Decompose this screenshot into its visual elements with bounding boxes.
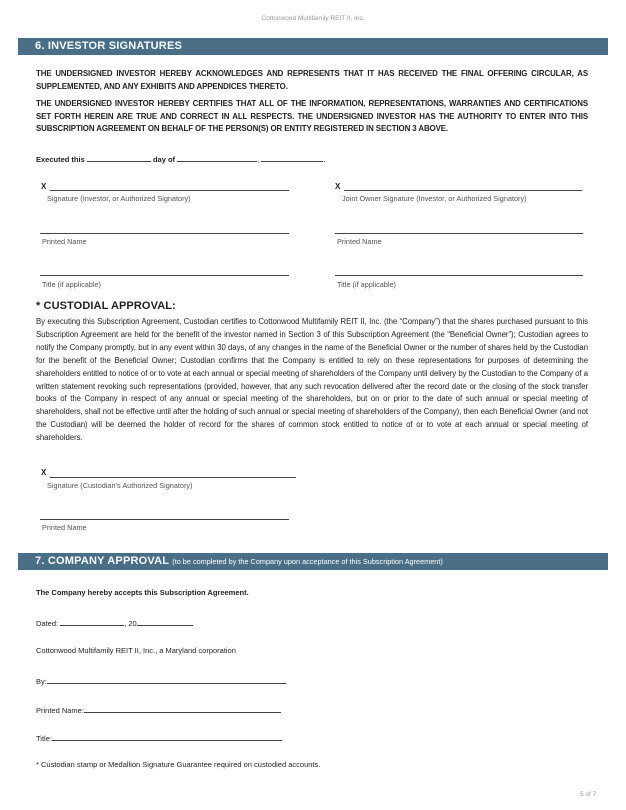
investor-printed-name-caption: Printed Name (42, 237, 87, 246)
section-7-title (35, 555, 443, 567)
joint-printed-name-line[interactable] (335, 233, 583, 234)
certification-paragraph: THE UNDERSIGNED INVESTOR HEREBY CERTIFIES THAT ALL OF THE INFORMATION, REPRESENTATIONS, WARRANTIES AND CERTIFICATIONS SET FORTH HEREIN ARE TRUE AND CORRECT IN ALL RESPECTS. THE UNDERSIGNED INVESTOR HAS THE AUTHORITY TO ENTER INTO THIS SUBSCRIPTION AGREEMENT ON BEHALF OF THE PERSON(S) OR ENTITY REGISTERED IN SECTION 3 ABOVE. (36, 99, 588, 133)
title-line (36, 732, 282, 743)
section-6-header-bar (18, 38, 608, 55)
joint-printed-name-caption: Printed Name (337, 237, 382, 246)
investor-signature-line[interactable] (50, 190, 289, 191)
title-field[interactable] (52, 732, 282, 741)
title-label: Title: (36, 734, 52, 743)
custodial-approval-paragraph: By executing this Subscription Agreement, Custodian certifies to Cottonwood Multifamily REIT II, Inc. (the “Company”) that the shares purchased pursuant to this Subscription Agreement are held for the benefit of the investor named in Section 3 of this Subscription Agreement (the “Beneficial Owner”); Custodian agrees to notify the Company promptly, but in any event within 30 days, of any changes in the name of the Beneficial Owner or the number of shares held by the Custodian for the benefit of the Beneficial Owner; Custodian confirms that the Company is entitled to rely on these representations for purposes of determining the shareholders entitled to notice of or to vote at each annual or special meeting of shareholders of the Company until delivery by the Custodian to the Company of a written statement revoking such representations (provided, however, that any such revocation delivered after the record date or the closing of the stock transfer books of the Company in respect of any annual or special meeting of the shareholders, but on or prior to the date of such annual or special meeting of shareholders, shall not be effective until after the holding of such annual or special meeting of shareholders of the Company), then each Beneficial Owner (and not the Custodian) will be deemed the holder of record for the shares of common stock entitled to notice of or to vote at each annual or special meeting of shareholders. (36, 317, 588, 443)
executed-line (36, 153, 325, 164)
section-7-title-text: 7. COMPANY APPROVAL (35, 555, 169, 567)
investor-printed-name-line[interactable] (40, 233, 289, 234)
dated-line (36, 617, 193, 628)
custodian-printed-name-line[interactable] (40, 519, 289, 520)
executed-year-field[interactable] (261, 153, 326, 164)
joint-signature-line[interactable] (344, 190, 582, 191)
investor-title-line[interactable] (40, 275, 289, 276)
custodial-approval-title: * CUSTODIAL APPROVAL: (36, 300, 176, 312)
investor-signature-caption: Signature (Investor, or Authorized Signatory) (47, 194, 191, 203)
by-label: By: (36, 677, 47, 686)
dated-month-day-field[interactable] (60, 617, 124, 626)
investor-signature-x-mark: X (41, 182, 47, 191)
company-accepts-text: The Company hereby accepts this Subscription Agreement. (36, 588, 249, 597)
section-6-title: 6. INVESTOR SIGNATURES (35, 40, 183, 52)
joint-title-line[interactable] (335, 275, 583, 276)
executed-comma: , (257, 155, 260, 164)
section-7-header-bar (18, 553, 608, 570)
executed-month-field[interactable] (177, 153, 260, 164)
executed-label: Executed this (36, 155, 85, 164)
day-of-label: day of (152, 155, 176, 164)
dated-year-prefix: , 20 (124, 619, 137, 628)
acknowledgement-paragraph: THE UNDERSIGNED INVESTOR HEREBY ACKNOWLEDGES AND REPRESENTS THAT IT HAS RECEIVED THE FINAL OFFERING CIRCULAR, AS SUPPLEMENTED, AND ANY EXHIBITS AND APPENDICES THERETO. (36, 69, 588, 91)
custodian-signature-caption: Signature (Custodian’s Authorized Signatory) (47, 481, 193, 490)
custodian-printed-name-caption: Printed Name (42, 523, 87, 532)
printed-name-line (36, 704, 281, 715)
custodian-signature-line[interactable] (50, 477, 296, 478)
joint-signature-x-mark: X (335, 182, 341, 191)
dated-year-field[interactable] (137, 617, 193, 626)
investor-title-caption: Title (if applicable) (42, 280, 101, 289)
executed-period: . (323, 155, 326, 164)
by-line (36, 675, 286, 686)
custodian-footnote: * Custodian stamp or Medallion Signature Guarantee required on custodied accounts. (36, 760, 321, 769)
company-name-line: Cottonwood Multifamily REIT II, Inc., a Maryland corporation (36, 646, 236, 655)
section-7-subtitle: (to be completed by the Company upon acceptance of this Subscription Agreement) (172, 557, 443, 566)
dated-label: Dated: (36, 619, 59, 628)
joint-title-caption: Title (if applicable) (337, 280, 396, 289)
printed-name-label: Printed Name: (36, 706, 84, 715)
by-signature-field[interactable] (47, 675, 286, 684)
printed-name-field[interactable] (84, 704, 281, 713)
executed-day-field[interactable] (87, 153, 151, 162)
custodian-signature-x-mark: X (41, 468, 47, 477)
page-number: 5 of 7 (580, 791, 597, 798)
joint-signature-caption: Joint Owner Signature (Investor, or Authorized Signatory) (342, 194, 527, 203)
document-header-title: Cottonwood Multifamily REIT II, Inc. (261, 15, 365, 22)
